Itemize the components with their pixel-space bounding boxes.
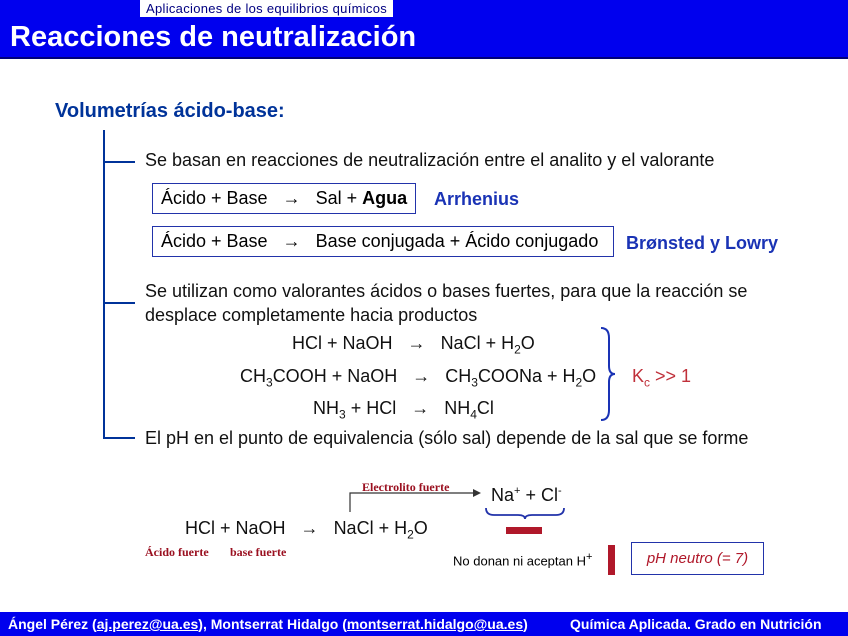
right-arrow-marker-icon xyxy=(608,545,615,575)
tree-branch-3 xyxy=(103,437,135,439)
charge-plus: + xyxy=(514,485,521,497)
subscript: 3 xyxy=(339,407,346,422)
tree-branch-1 xyxy=(103,161,135,163)
footer-authors xyxy=(8,616,528,632)
dissociation-arrow-icon xyxy=(345,484,485,514)
reaction-rhs: NaCl + H xyxy=(440,333,515,353)
footer-course: Química Aplicada. Grado en Nutrición xyxy=(570,616,822,632)
reaction-lhs: HCl + NaOH xyxy=(292,333,393,353)
point-equivalence-ph: El pH en el punto de equivalencia (sólo sal) depende de la sal que se forme xyxy=(145,428,749,448)
no-proton-label: No donan ni aceptan H xyxy=(453,553,586,569)
reaction-rhs-rest: COONa + H xyxy=(477,366,576,386)
author-1: Ángel Pérez ( xyxy=(8,616,97,632)
equilibrium-constant xyxy=(632,366,691,390)
subscript: 2 xyxy=(514,342,521,357)
point-strong-titrants-line2: desplace completamente hacia productos xyxy=(145,305,478,325)
reaction-lhs-rest: + HCl xyxy=(345,398,397,418)
reaction-rhs-o: O xyxy=(520,333,535,353)
ions-underbrace-icon xyxy=(484,506,566,520)
reaction-arrow: → xyxy=(407,333,426,353)
subscript: 3 xyxy=(266,375,273,390)
kc-relation: >> 1 xyxy=(650,366,692,386)
bronsted-equation-box xyxy=(152,226,614,257)
right-brace-icon xyxy=(598,326,618,422)
sodium-ion: Na xyxy=(491,485,515,505)
tree-vertical-line xyxy=(103,130,105,438)
example-reaction xyxy=(185,518,428,542)
strong-base-label: base fuerte xyxy=(230,545,287,559)
strong-acid-label: Ácido fuerte xyxy=(145,545,209,559)
subscript: 2 xyxy=(407,527,414,542)
section-label: Aplicaciones de los equilibrios químicos xyxy=(140,0,393,17)
reaction-nh3-hcl xyxy=(313,398,494,422)
reaction-lhs-rest: COOH + NaOH xyxy=(272,366,398,386)
section-subtitle: Volumetrías ácido-base: xyxy=(55,100,285,122)
kc-symbol: K xyxy=(632,366,645,386)
arrhenius-lhs: Ácido + Base xyxy=(161,188,268,208)
email-link-2[interactable]: montserrat.hidalgo@ua.es xyxy=(346,616,524,632)
reaction-arrow: → xyxy=(282,231,301,251)
slide-title: Reacciones de neutralización xyxy=(10,21,417,53)
tree-branch-2 xyxy=(103,302,135,304)
down-arrow-marker-icon xyxy=(506,527,542,534)
arrhenius-equation-box xyxy=(152,183,416,214)
reaction-arrow: → xyxy=(300,518,319,538)
example-rhs-o: O xyxy=(413,518,428,538)
charge-minus: - xyxy=(557,485,562,497)
reaction-arrow: → xyxy=(411,398,430,418)
reaction-arrow: → xyxy=(412,366,431,386)
chloride-ion: + Cl xyxy=(520,485,558,505)
reaction-rhs-rest: Cl xyxy=(476,398,494,418)
kc-subscript: c xyxy=(644,375,651,390)
email-link-1[interactable]: aj.perez@ua.es xyxy=(96,616,199,632)
proton-charge: + xyxy=(585,551,593,563)
top-bar xyxy=(0,0,848,17)
reaction-lhs: CH xyxy=(240,366,266,386)
point-basis: Se basan en reacciones de neutralización entre el analito y el valorante xyxy=(145,150,715,170)
reaction-rhs: NH xyxy=(444,398,471,418)
example-lhs: HCl + NaOH xyxy=(185,518,286,538)
bronsted-rhs: Base conjugada + Ácido conjugado xyxy=(315,231,599,251)
reaction-lhs: NH xyxy=(313,398,339,418)
author-2: ), Montserrat Hidalgo ( xyxy=(198,616,347,632)
author-close: ) xyxy=(523,616,528,632)
reaction-rhs: CH xyxy=(445,366,472,386)
example-rhs: NaCl + H xyxy=(333,518,408,538)
arrhenius-rhs: Sal + xyxy=(315,188,363,208)
bronsted-label: Brønsted y Lowry xyxy=(626,233,779,253)
reaction-arrow: → xyxy=(282,188,301,208)
strong-electrolyte-label: Electrolito fuerte xyxy=(362,480,450,494)
ph-neutral-box: pH neutro (= 7) xyxy=(631,542,764,575)
ions-product xyxy=(491,485,562,506)
no-proton-exchange-text xyxy=(453,551,592,568)
subscript: 4 xyxy=(470,407,477,422)
arrhenius-water: Agua xyxy=(362,188,408,208)
reaction-rhs-o: O xyxy=(582,366,597,386)
arrhenius-label: Arrhenius xyxy=(434,189,520,209)
reaction-acetic-naoh xyxy=(240,366,596,390)
subscript: 2 xyxy=(575,375,583,390)
subscript: 3 xyxy=(471,375,478,390)
bronsted-lhs: Ácido + Base xyxy=(161,231,268,251)
point-strong-titrants-line1: Se utilizan como valorantes ácidos o bases fuertes, para que la reacción se xyxy=(145,281,748,301)
reaction-hcl-naoh xyxy=(292,333,535,357)
